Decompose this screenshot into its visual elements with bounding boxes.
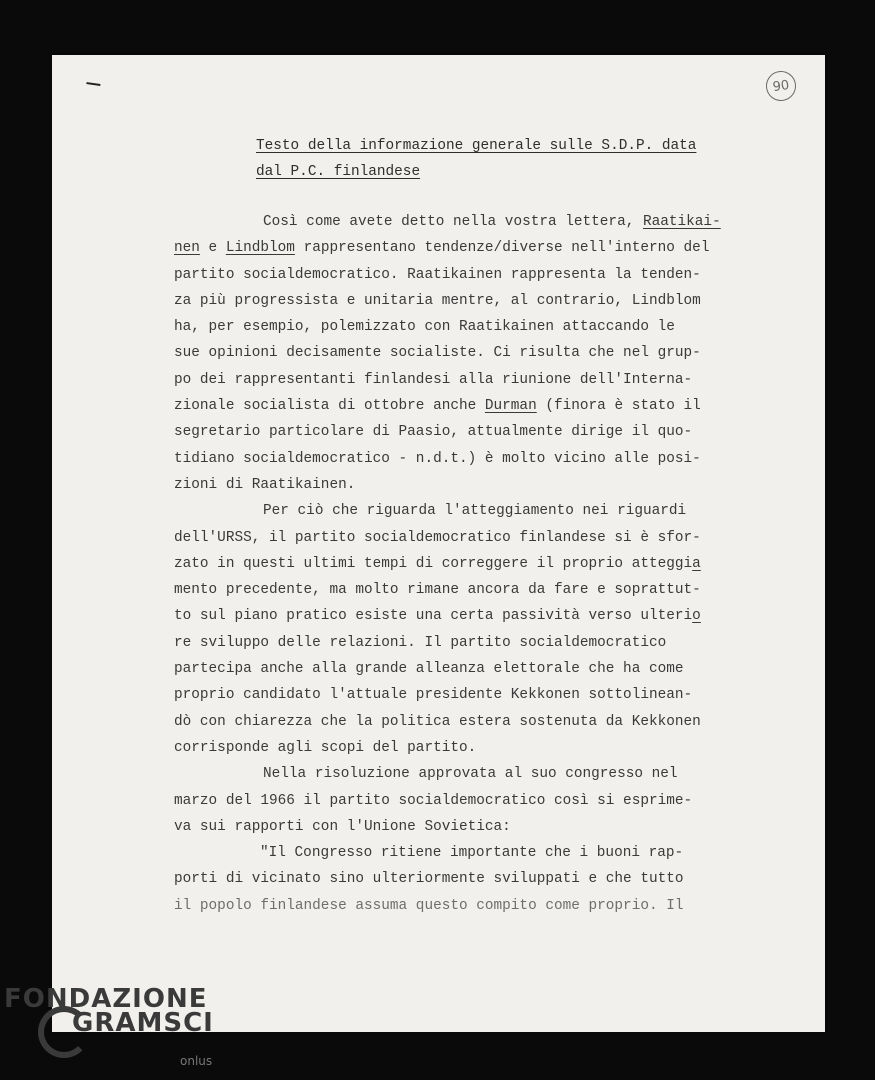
text-line: marzo del 1966 il partito socialdemocratico così si esprime- <box>174 792 693 809</box>
underlined-name: nen <box>174 240 200 257</box>
text-line: dell'URSS, il partito socialdemocratico finlandese si è sfor- <box>174 529 701 546</box>
text-line <box>174 498 774 524</box>
text-line: re sviluppo delle relazioni. Il partito socialdemocratico <box>174 634 667 651</box>
logo-g-icon <box>38 1006 90 1058</box>
underlined-letter: a <box>692 555 701 572</box>
text-line: dò con chiarezza che la politica estera sostenuta da Kekkonen <box>174 713 701 730</box>
text-line <box>174 603 774 629</box>
text-segment: Nella risoluzione approvata al suo congresso nel <box>263 766 678 783</box>
text-line: va sui rapporti con l'Unione Sovietica: <box>174 818 511 835</box>
watermark-line-2: GRAMSCI <box>72 1008 214 1038</box>
text-line <box>174 209 774 235</box>
document-body <box>174 209 774 919</box>
text-line: proprio candidato l'attuale presidente Kekkonen sottolinean- <box>174 687 693 704</box>
underlined-name: Durman <box>484 398 537 415</box>
title-line-1: Testo della informazione generale sulle S.D.P. data <box>256 138 697 154</box>
title-line-2: dal P.C. finlandese <box>256 164 421 180</box>
text-line: tidiano socialdemocratico - n.d.t.) è molto vicino alle posi- <box>174 450 701 467</box>
text-segment: zato in questi ultimi tempi di correggere il proprio atteggi <box>174 555 693 572</box>
text-line: corrisponde agli scopi del partito. <box>174 739 477 756</box>
text-line: sue opinioni decisamente socialiste. Ci risulta che nel grup- <box>174 345 701 362</box>
text-line <box>174 840 774 866</box>
text-line: po dei rappresentanti finlandesi alla riunione dell'Interna- <box>174 371 693 388</box>
text-line <box>174 551 774 577</box>
text-segment: (finora è stato il <box>536 398 701 415</box>
text-segment: e <box>199 240 226 257</box>
page-number: 90 <box>771 77 791 95</box>
underlined-name: Raatikai- <box>642 214 721 230</box>
text-line: mento precedente, ma molto rimane ancora da fare e soprattut- <box>174 582 701 599</box>
document-title <box>256 133 776 185</box>
underlined-letter: o <box>692 608 701 625</box>
text-line <box>174 393 774 419</box>
archive-watermark <box>4 984 214 1068</box>
document-page <box>52 55 825 1032</box>
text-segment: Per ciò che riguarda l'atteggiamento nei riguardi <box>263 503 687 520</box>
page-number-stamp <box>764 69 798 103</box>
pencil-mark <box>86 82 101 92</box>
text-line <box>174 235 774 261</box>
text-line: zioni di Raatikainen. <box>174 476 356 493</box>
text-segment: to sul piano pratico esiste una certa passività verso ulteri <box>174 608 693 625</box>
text-line: porti di vicinato sino ulteriormente sviluppati e che tutto <box>174 871 684 888</box>
text-segment: "Il Congresso ritiene importante che i buoni rap- <box>260 845 684 862</box>
text-line: ha, per esempio, polemizzato con Raatikainen attaccando le <box>174 319 675 336</box>
text-segment: zionale socialista di ottobre anche <box>174 398 485 415</box>
text-line: partecipa anche alla grande alleanza elettorale che ha come <box>174 661 684 678</box>
text-line <box>174 761 774 787</box>
text-line: il popolo finlandese assuma questo compito come proprio. Il <box>174 897 684 914</box>
text-line: za più progressista e unitaria mentre, al contrario, Lindblom <box>174 292 701 309</box>
watermark-line-1: FONDAZIONE <box>4 984 208 1014</box>
underlined-name: Lindblom <box>225 240 295 257</box>
text-line: segretario particolare di Paasio, attualmente dirige il quo- <box>174 424 693 441</box>
watermark-line-3: onlus <box>180 1054 213 1068</box>
text-line: partito socialdemocratico. Raatikainen rappresenta la tenden- <box>174 266 701 283</box>
text-segment: Così come avete detto nella vostra lettera, <box>263 214 643 230</box>
text-segment: rappresentano tendenze/diverse nell'interno del <box>294 240 710 257</box>
